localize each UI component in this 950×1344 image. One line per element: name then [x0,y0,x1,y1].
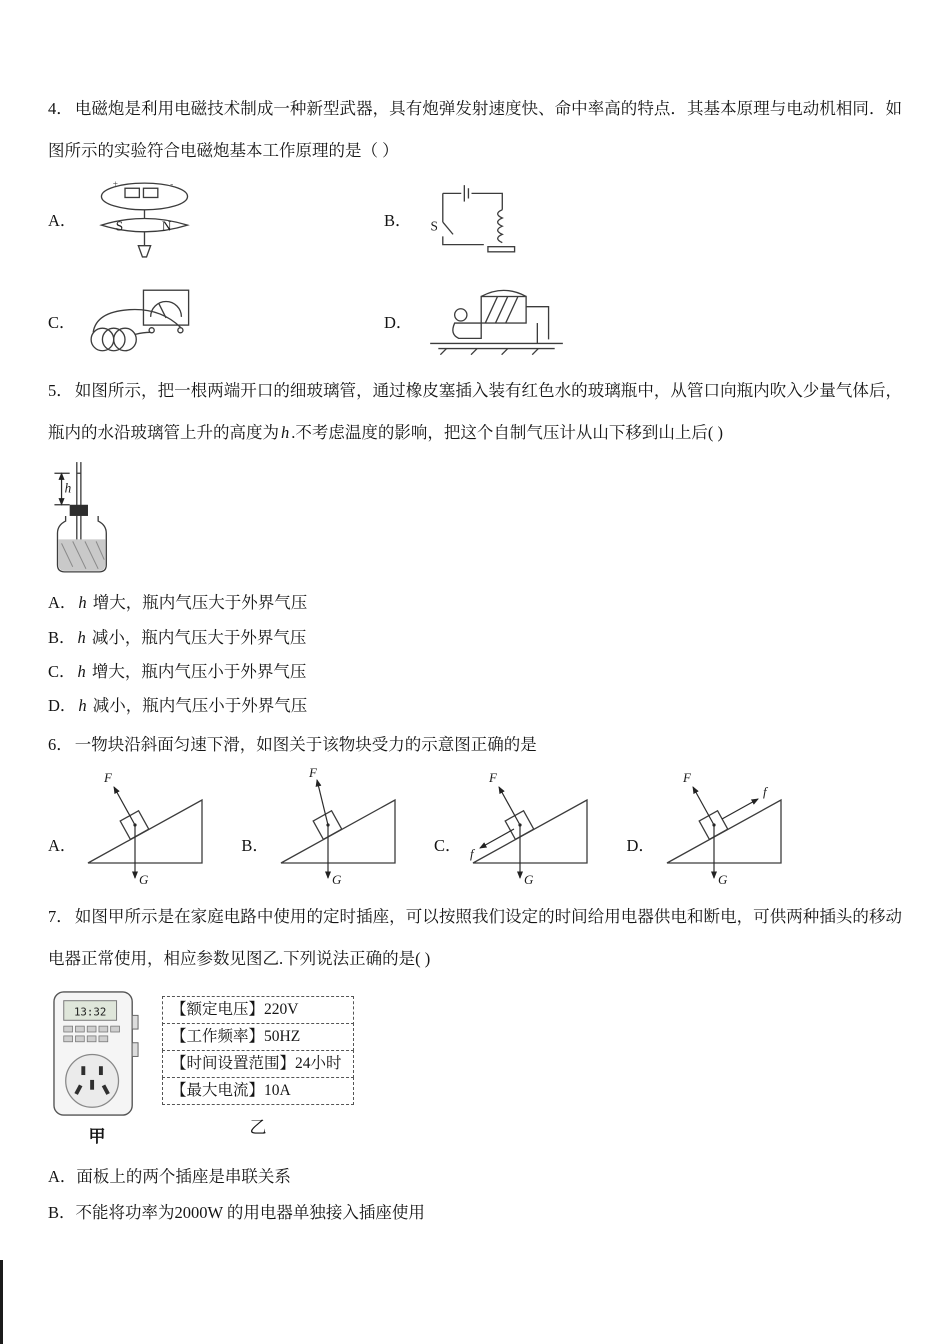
q5-options [48,586,902,723]
q6-option-b-label: B． [241,835,269,855]
force-g-label: G [524,871,534,887]
question-7-stem: 7． 如图甲所示是在家庭电路中使用的定时插座，可以按照我们设定的时间给用电器供电和断电，可供两种插头的移动电器正常使用，相应参数见图乙.下列说法正确的是( ) [48,906,903,968]
q4-diagram-d-motor-model [422,286,570,356]
q7-timer-socket [48,988,146,1147]
q4-option-b-label: B． [384,211,412,231]
q6-option-a [48,768,215,888]
q4-option-a [48,178,384,260]
q6-option-d [626,768,793,888]
q4-option-c-label: C． [48,313,76,333]
q6-diagram-a-force [80,768,215,888]
height-h-label: h [64,480,72,496]
force-f-label: F [308,767,317,780]
q4-option-c [48,284,384,358]
spec-row: 【额定电压】220V [162,996,354,1024]
force-g-label: G [331,871,342,887]
spec-row: 【时间设置范围】24小时 [162,1050,354,1078]
q4-diagram-a-magnet-circuit [86,178,204,260]
socket-clock-display: 13:32 [73,1005,107,1019]
question-4-number: 4． [48,99,73,118]
q7-figure [48,988,902,1147]
spec-row: 【最大电流】10A [162,1077,354,1105]
question-6-stem: 6． 一物块沿斜面匀速下滑，如图关于该物块受力的示意图正确的是 [48,734,537,754]
figure-jia-label: 甲 [88,1126,106,1146]
q7-spec-table [162,996,354,1105]
q6-option-d-label: D． [626,835,655,855]
question-5-stem: 5． 如图所示，把一根两端开口的细玻璃管，通过橡皮塞插入装有红色水的玻璃瓶中，从管口向瓶内吹入少量气体后，瓶内的水沿玻璃管上升的高度为 h .不考虑温度的影响，把这个自制气压计从山下移到山上后( ) [48,381,903,443]
friction-f-label: f [470,845,475,861]
q6-option-b [241,768,408,888]
q6-option-c-label: C． [433,835,462,855]
battery-minus-sign: - [170,179,174,190]
question-4-options [48,178,902,358]
q5-figure [48,458,902,580]
battery-plus-sign: + [113,179,119,190]
q4-option-d-label: D． [384,313,413,333]
force-f-label: F [489,769,498,785]
q7-option-a: A．面板上的两个插座是串联关系 [48,1166,291,1186]
question-6-options [48,768,902,888]
force-f-label: F [682,769,691,785]
q7-option-b: B．不能将功率为2000W 的用电器单独接入插座使用 [48,1202,425,1222]
q6-option-c [434,768,601,888]
switch-s-label: S [430,218,438,234]
q4-diagram-b-solenoid-circuit [422,179,520,259]
friction-f-label: f [762,783,767,799]
q6-option-a-label: A． [48,835,77,855]
magnet-n-label: N [162,218,172,234]
q4-option-b [384,178,902,260]
q5-option-d: D． h 减小，瓶内气压小于外界气压 [48,696,308,716]
q6-diagram-d-force [659,768,794,888]
question-4-stem: 4． 电磁炮是利用电磁技术制成一种新型武器，具有炮弹发射速度快、命中率高的特点．其基本原理与电动机相同．如图所示的实验符合电磁炮基本工作原理的是（ ） [48,99,903,161]
q5-option-a: A． h 增大，瓶内气压大于外界气压 [48,593,308,613]
q5-option-b: B． h 减小，瓶内气压大于外界气压 [48,627,307,647]
q6-diagram-b-force [273,768,408,888]
q6-diagram-c-force [465,768,600,888]
question-5-number: 5． [48,381,73,401]
q7-spec-table-col [162,988,354,1139]
q4-option-a-label: A． [48,211,77,231]
q5-option-c: C． h 增大，瓶内气压小于外界气压 [48,661,307,681]
question-6-number: 6． [48,734,73,754]
q7-options [48,1159,902,1232]
force-f-label: F [104,769,113,785]
magnet-s-label: S [116,218,124,234]
figure-yi-label: 乙 [249,1118,267,1138]
scan-artifact-line [0,1260,3,1344]
timer-socket-image [48,988,146,1120]
force-g-label: G [717,871,728,887]
spec-row: 【工作频率】50HZ [162,1023,354,1051]
q4-option-d [384,284,902,358]
question-7-number: 7． [48,906,73,926]
q4-diagram-c-coil-galvanometer [86,284,204,358]
force-g-label: G [139,871,149,887]
q5-diagram-bottle-barometer [48,458,130,580]
